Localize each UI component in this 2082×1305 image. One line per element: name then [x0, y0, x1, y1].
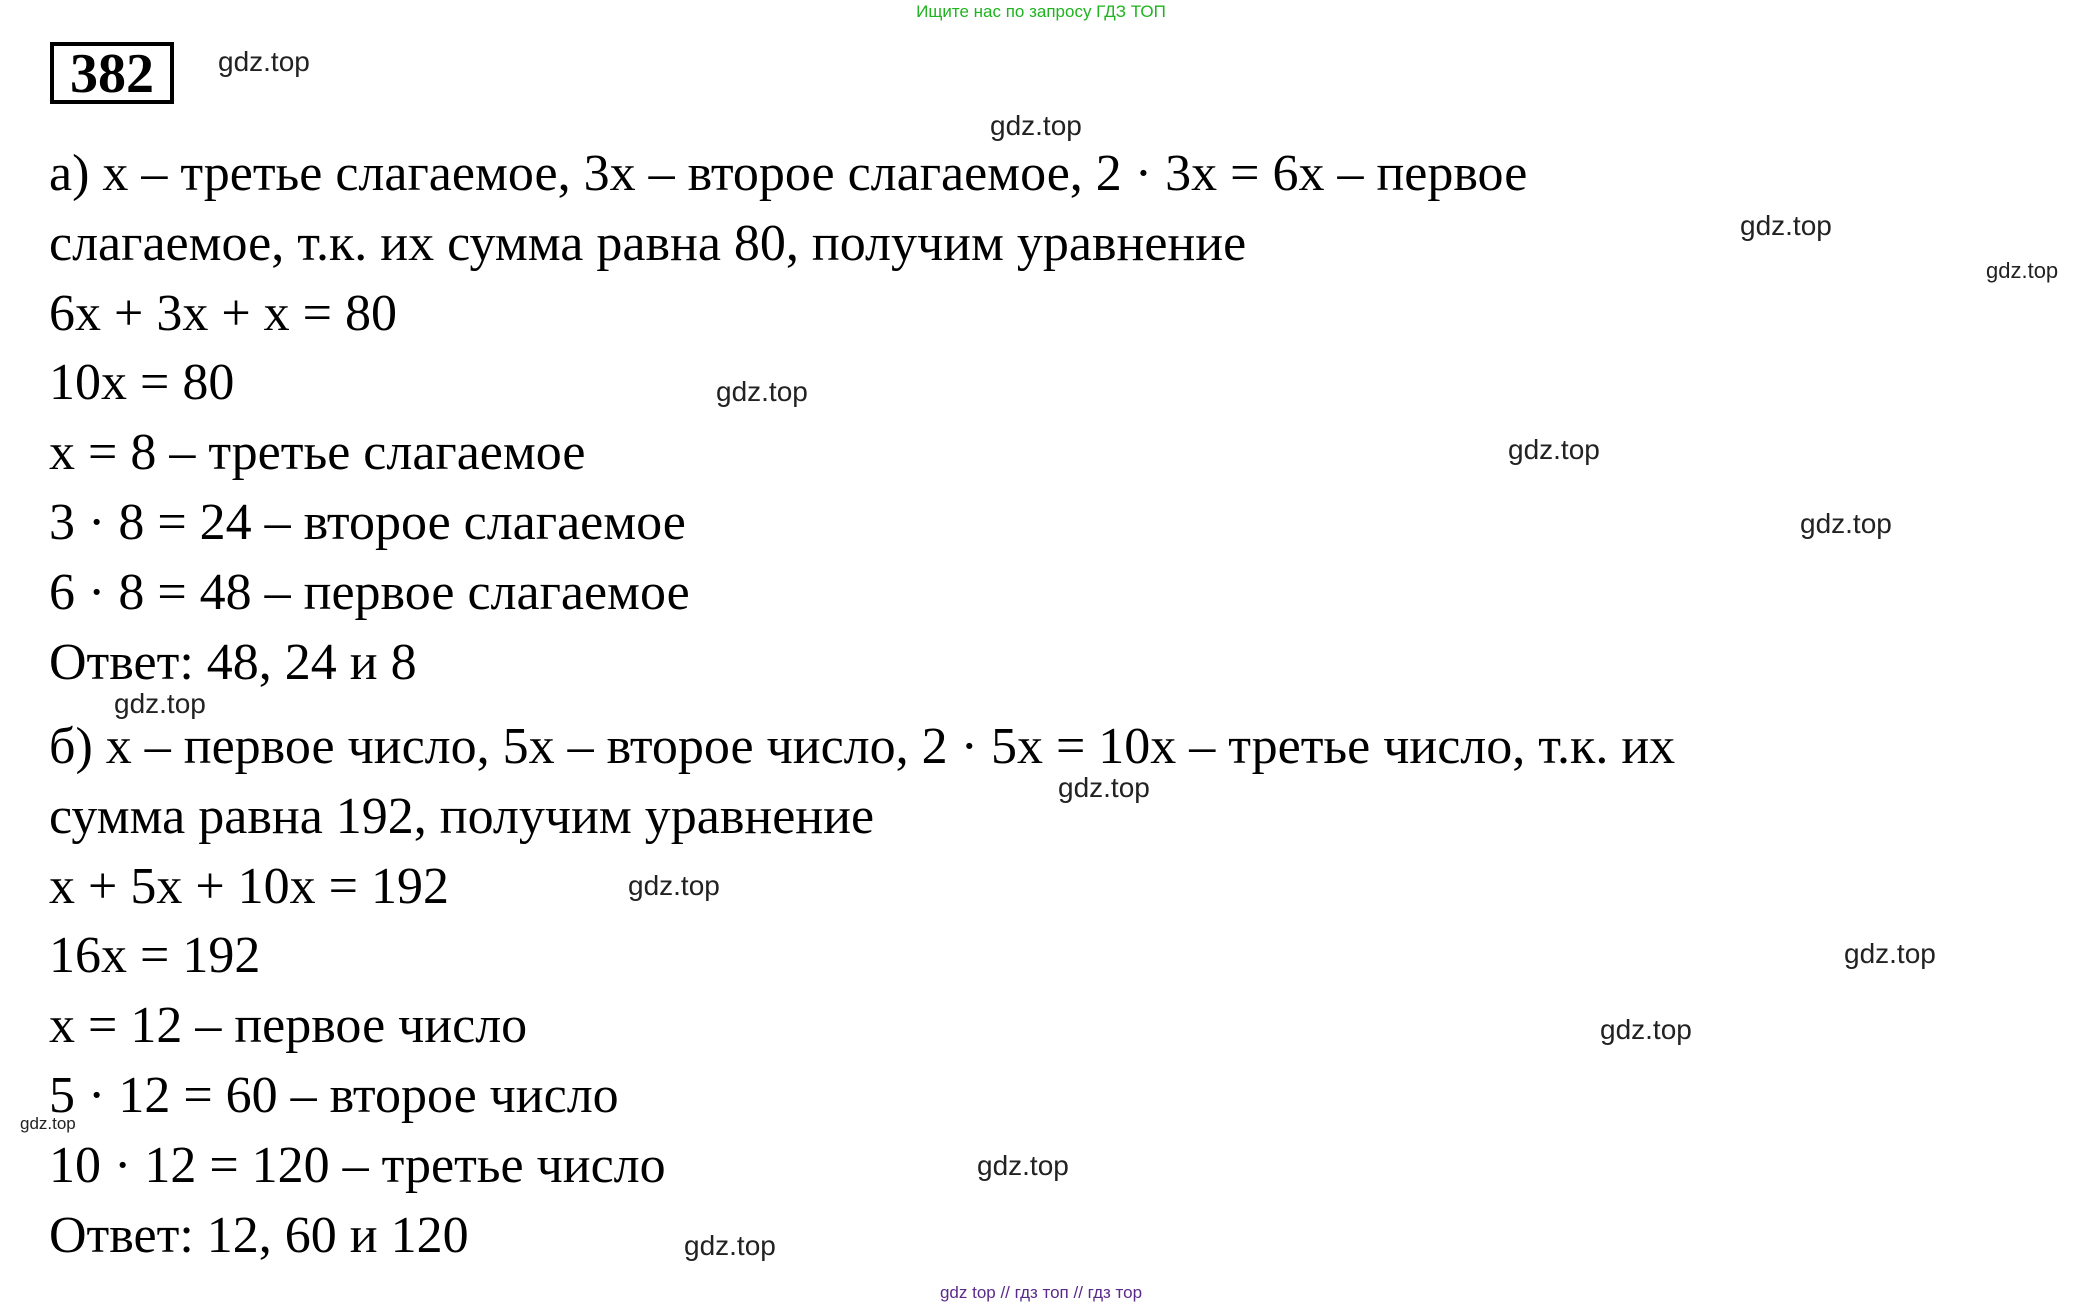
task-number-box: 382 — [50, 42, 174, 104]
watermark: gdz.top — [716, 376, 808, 407]
watermark: gdz.top — [218, 46, 310, 77]
equation-line: 10х = 80 — [49, 354, 235, 412]
equation-line: х = 12 – первое число — [49, 997, 528, 1055]
equation-line: х = 8 – третье слагаемое — [49, 424, 586, 482]
equation-line: 6х + 3х + х = 80 — [49, 284, 397, 342]
watermark: gdz.top — [1508, 434, 1600, 465]
equation-line: 10 · 12 = 120 – третье число — [49, 1136, 666, 1194]
equation-line: 16х = 192 — [49, 927, 261, 985]
watermark: gdz.top — [1844, 938, 1936, 969]
top-banner: Ищите нас по запросу ГДЗ ТОП — [916, 2, 1166, 21]
watermark: gdz.top — [1600, 1014, 1692, 1045]
watermark: gdz.top — [1058, 772, 1150, 803]
equation-line: 5 · 12 = 60 – второе число — [49, 1066, 619, 1124]
solution-part-b — [49, 712, 1675, 1270]
solution-line: а) х – третье слагаемое, 3х – второе слагаемое, 2 · 3х = 6х – первое — [49, 145, 1528, 202]
watermark: gdz.top — [684, 1230, 776, 1261]
equation-line: 3 · 8 = 24 – второе слагаемое — [49, 493, 686, 551]
solution-part-a — [49, 139, 1527, 697]
answer-line: Ответ: 12, 60 и 120 — [49, 1206, 469, 1264]
solution-line: сумма равна 192, получим уравнение — [49, 787, 875, 845]
watermark: gdz.top — [20, 1114, 76, 1133]
footer-watermark: gdz top // гдз топ // гдз тор — [939, 1283, 1143, 1302]
equation-line: 6 · 8 = 48 – первое слагаемое — [49, 563, 690, 621]
answer-line: Ответ: 48, 24 и 8 — [49, 633, 417, 691]
watermark: gdz.top — [1986, 258, 2059, 283]
solution-line: слагаемое, т.к. их сумма равна 80, получим уравнение — [49, 214, 1247, 272]
watermark: gdz.top — [628, 870, 720, 901]
watermark: gdz.top — [990, 110, 1082, 141]
watermark: gdz.top — [1800, 508, 1892, 539]
watermark: gdz.top — [1740, 210, 1832, 241]
watermark: gdz.top — [114, 688, 206, 719]
watermark: gdz.top — [977, 1150, 1069, 1181]
solution-line: б) х – первое число, 5х – второе число, 2 · 5х = 10х – третье число, т.к. их — [49, 718, 1676, 775]
equation-line: х + 5х + 10х = 192 — [49, 857, 449, 915]
